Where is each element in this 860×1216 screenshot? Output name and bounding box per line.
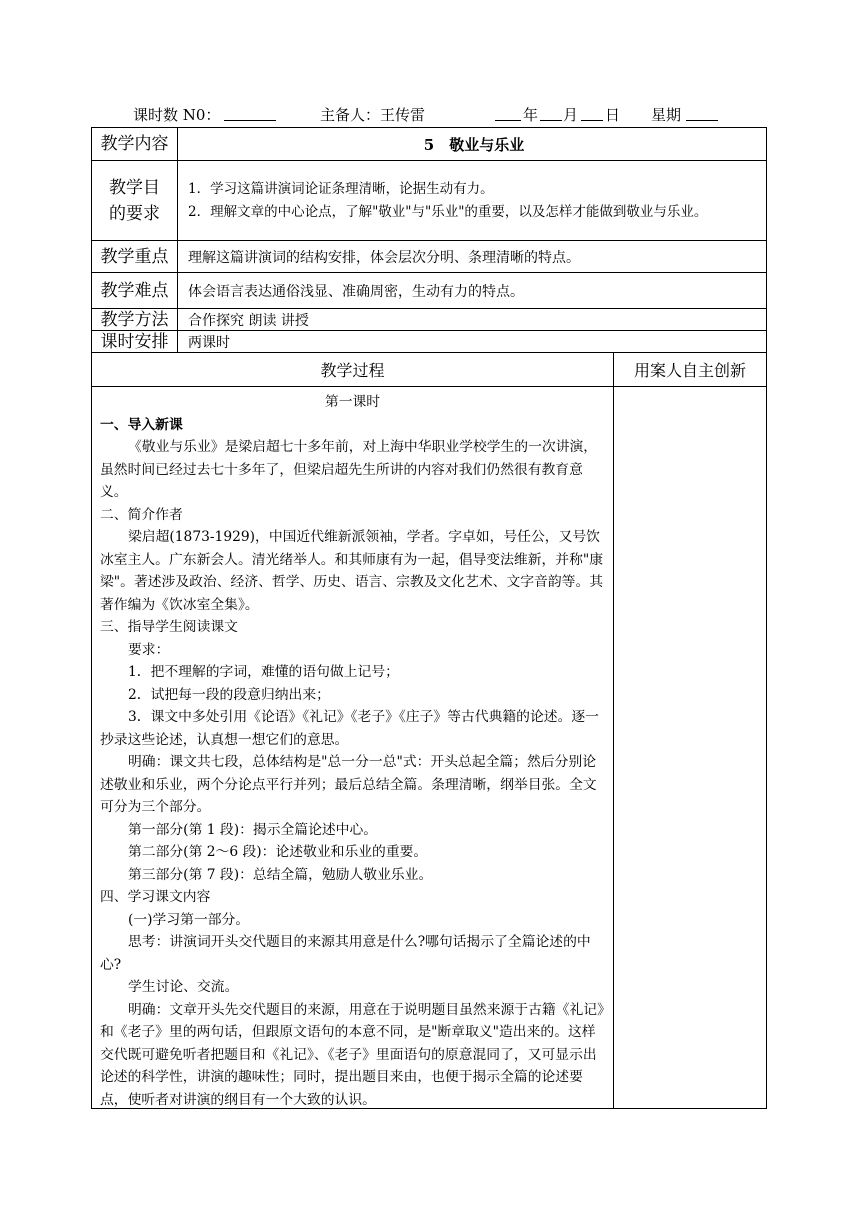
row-schedule: [92, 331, 766, 353]
requirement-item: 2．试把每一段的段意归纳出来；: [128, 686, 330, 703]
row-process-header: [92, 353, 766, 387]
label-key-points: 教学重点: [92, 241, 178, 272]
lesson-header: [0, 104, 860, 126]
key-points-text: 理解这篇讲演词的结构安排，体会层次分明、条理清晰的特点。: [188, 249, 580, 266]
row-key-points: [92, 241, 766, 273]
process-body: [92, 387, 614, 1108]
discussion-line: 学生讨论、交流。: [128, 979, 239, 995]
process-title: 教学过程: [92, 353, 614, 386]
goal-line-1: 1．学习这篇讲演词论证条理清晰，论据生动有力。: [188, 181, 494, 197]
label-teaching-method: 教学方法: [92, 309, 178, 330]
week-label: 星期: [651, 106, 682, 124]
row-difficulties: [92, 273, 766, 309]
schedule-text: 两课时: [188, 334, 230, 351]
lesson-plan-table: [91, 127, 767, 1109]
teaching-method-text: 合作探究 朗读 讲授: [188, 312, 309, 329]
year-label: 年: [523, 106, 539, 124]
row-teaching-method: [92, 309, 766, 331]
answer-paragraph: 明确：文章开头先交代题目的来源，用意在于说明题目虽然来源于古籍《礼记》和《老子》里的两句话，但跟原文语句的本意不同，是"断章取义"造出来的。这样交代既可避免听者把题目和《礼记》、《老子》里面语句的原意混同了，又可显示出论述的科学性，讲演的趣味性；同时，提出题目来由，也便于揭示全篇的论述要点，使听者对讲演的纲目有一个大致的认识。: [100, 1001, 604, 1108]
lesson-no-label: 课时数 N0：: [133, 106, 221, 124]
lesson-title: 5 敬业与乐业: [423, 135, 525, 154]
month-label: 月: [563, 106, 579, 124]
lesson-period-heading: 第一课时: [324, 394, 381, 410]
difficulties-text: 体会语言表达通俗浅显、准确周密，生动有力的特点。: [188, 283, 524, 300]
intro-paragraph: 《敬业与乐业》是梁启超七十多年前，对上海中华职业学校学生的一次讲演，虽然时间已经过去七十多年了，但梁启超先生所讲的内容对我们仍然很有教育意义。: [100, 439, 598, 500]
requirement-item: 1．把不理解的字词，难懂的语句做上记号；: [128, 664, 399, 680]
label-schedule: 课时安排: [92, 331, 178, 352]
part-one-line: 第一部分(第 1 段)：揭示全篇论述中心。: [128, 821, 378, 838]
process-content: [100, 391, 605, 1111]
section-heading-author: 二、简介作者: [100, 506, 183, 523]
innovation-column-title: 用案人自主创新: [633, 361, 746, 380]
requirement-item: 3．课文中多处引用《论语》《礼记》《老子》《庄子》等古代典籍的论述。逐一抄录这些论述，认真想一想它们的意思。: [100, 709, 599, 748]
author-paragraph: 梁启超(1873-1929)，中国近代维新派领袖，学者。字卓如，号任公，又号饮冰室主人。广东新会人。清光绪举人。和其师康有为一起，倡导变法维新，并称"康梁"。著述涉及政治、经济、哲学、历史、语言、宗教及文化艺术、文字音韵等。其著作编为《饮冰室全集》。: [100, 529, 604, 613]
structure-paragraph: 明确：课文共七段，总体结构是"总一分一总"式：开头总起全篇；然后分别论述敬业和乐业，两个分论点平行并列；最后总结全篇。条理清晰，纲举目张。全文可分为三个部分。: [100, 754, 597, 815]
label-difficulties: 教学难点: [92, 273, 178, 308]
part-two-line: 第二部分(第 2～6 段)：论述敬业和乐业的重要。: [128, 844, 428, 860]
section-heading-intro: 一、导入新课: [100, 416, 183, 433]
section-heading-content: 四、学习课文内容: [100, 889, 211, 905]
part-three-line: 第三部分(第 7 段)：总结全篇，勉励人敬业乐业。: [128, 866, 433, 883]
label-teaching-goals: 教学目的要求: [92, 161, 178, 240]
label-teaching-content: 教学内容: [92, 128, 178, 160]
question-paragraph: 思考：讲演词开头交代题目的来源其用意是什么?哪句话揭示了全篇论述的中心?: [100, 934, 591, 973]
section-heading-reading: 三、指导学生阅读课文: [100, 619, 238, 635]
row-teaching-content: [92, 128, 766, 161]
requirements-label: 要求：: [128, 641, 170, 658]
day-label: 日: [605, 106, 621, 124]
row-teaching-goals: [92, 161, 766, 241]
goal-line-2: 2．理解文章的中心论点，了解"敬业"与"乐业"的重要，以及怎样才能做到敬业与乐业。: [188, 204, 708, 220]
preparer-label: 主备人：王传雷: [320, 106, 426, 124]
subsection-heading: (一)学习第一部分。: [128, 911, 250, 928]
